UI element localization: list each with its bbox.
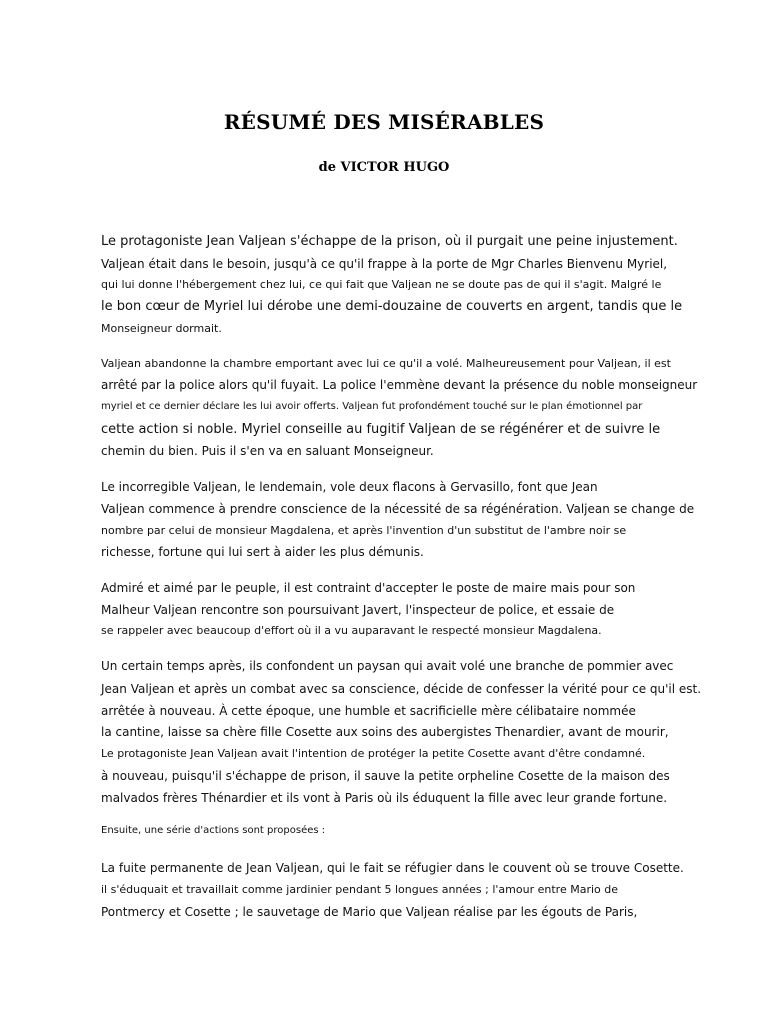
text-line: richesse, fortune qui lui sert à aider les plus démunis. [101,545,424,559]
text-line: Le protagoniste Jean Valjean avait l'intention de protéger la petite Cosette avant d'être condamné. [101,747,646,760]
text-line: Valjean était dans le besoin, jusqu'à ce qu'il frappe à la porte de Mgr Charles Bienvenu Myriel, [101,257,668,271]
text-line: arrêté par la police alors qu'il fuyait. La police l'emmène devant la présence du noble monseigneur [101,378,698,392]
text-line: cette action si noble. Myriel conseille au fugitif Valjean de se régénérer et de suivre le [101,422,661,437]
text-line: à nouveau, puisqu'il s'échappe de prison, il sauve la petite orpheline Cosette de la maison des [101,769,670,783]
text-line: Un certain temps après, ils confondent un paysan qui avait volé une branche de pommier avec [101,659,674,673]
text-line: Ensuite, une série d'actions sont proposées : [101,825,326,836]
text-line: Jean Valjean et après un combat avec sa conscience, décide de confesser la vérité pour ce qu'il est. [101,682,702,696]
text-line: nombre par celui de monsieur Magdalena, et après l'invention d'un substitut de l'ambre noir se [101,524,627,537]
text-line: Pontmercy et Cosette ; le sauvetage de Mario que Valjean réalise par les égouts de Paris, [101,905,638,919]
text-line: Le protagoniste Jean Valjean s'échappe de la prison, où il purgait une peine injustement. [101,234,678,249]
document-subtitle: de VICTOR HUGO [318,160,450,175]
text-line: la cantine, laisse sa chère fille Cosette aux soins des aubergistes Thenardier, avant de mourir, [101,725,669,739]
text-line: arrêtée à nouveau. À cette époque, une humble et sacrificielle mère célibataire nommée [101,704,636,718]
text-line: myriel et ce dernier déclare les lui avoir offerts. Valjean fut profondément touché sur le plan émotionnel par [101,401,643,412]
text-line: Monseigneur dormait. [101,322,222,335]
text-line: qui lui donne l'hébergement chez lui, ce qui fait que Valjean ne se doute pas de qui il s'agit. Malgré le [101,278,662,291]
text-line: chemin du bien. Puis il s'en va en saluant Monseigneur. [101,444,434,458]
text-line: malvados frères Thénardier et ils vont à Paris où ils éduquent la fille avec leur grande fortune. [101,791,668,805]
text-line: il s'éduquait et travaillait comme jardinier pendant 5 longues années ; l'amour entre Mario de [101,883,618,896]
text-line: le bon cœur de Myriel lui dérobe une demi-douzaine de couverts en argent, tandis que le [101,299,683,314]
text-line: Admiré et aimé par le peuple, il est contraint d'accepter le poste de maire mais pour son [101,581,636,595]
document-title: RÉSUMÉ DES MISÉRABLES [223,110,545,134]
text-line: Le incorregible Valjean, le lendemain, vole deux flacons à Gervasillo, font que Jean [101,480,598,494]
text-line: se rappeler avec beaucoup d'effort où il a vu auparavant le respecté monsieur Magdalena. [101,624,602,637]
text-line: La fuite permanente de Jean Valjean, qui le fait se réfugier dans le couvent où se trouve Cosette. [101,861,684,875]
text-line: Malheur Valjean rencontre son poursuivant Javert, l'inspecteur de police, et essaie de [101,603,615,617]
text-line: Valjean abandonne la chambre emportant avec lui ce qu'il a volé. Malheureusement pour Valjean, il est [101,357,671,370]
text-line: Valjean commence à prendre conscience de la nécessité de sa régénération. Valjean se change de [101,502,695,516]
